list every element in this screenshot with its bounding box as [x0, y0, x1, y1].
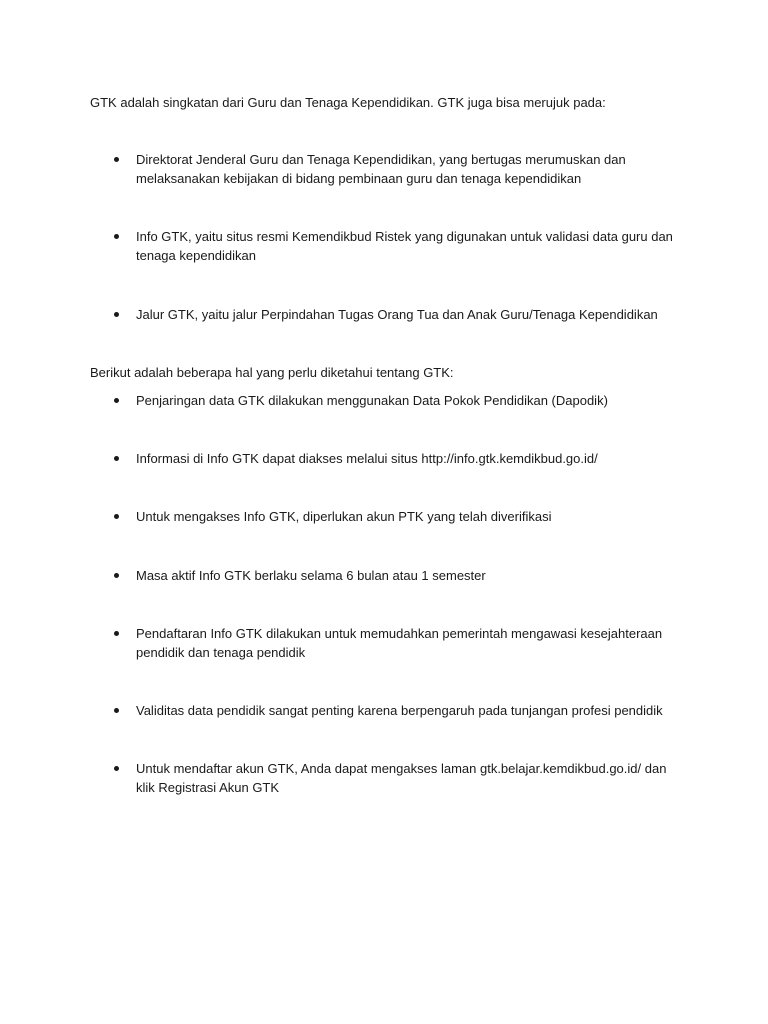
list-item-text: Untuk mendaftar akun GTK, Anda dapat mengakses laman gtk.belajar.kemdikbud.go.id/ dan klik Registrasi Akun GTK: [136, 761, 667, 795]
list-item-text: Masa aktif Info GTK berlaku selama 6 bulan atau 1 semester: [136, 568, 486, 583]
bullet-icon: [114, 708, 119, 713]
bullet-icon: [114, 631, 119, 636]
facts-heading: Berikut adalah beberapa hal yang perlu diketahui tentang GTK:: [90, 365, 454, 380]
bullet-icon: [114, 573, 119, 578]
list-item-text: Info GTK, yaitu situs resmi Kemendikbud Ristek yang digunakan untuk validasi data guru dan tenaga kependidikan: [136, 229, 673, 263]
list-item-text: Validitas data pendidik sangat penting karena berpengaruh pada tunjangan profesi pendidik: [136, 703, 663, 718]
list-item-text: Direktorat Jenderal Guru dan Tenaga Kependidikan, yang bertugas merumuskan dan melaksanakan kebijakan di bidang pembinaan guru dan tenaga kependidikan: [136, 152, 626, 186]
list-item-text: Jalur GTK, yaitu jalur Perpindahan Tugas Orang Tua dan Anak Guru/Tenaga Kependidikan: [136, 307, 658, 322]
bullet-icon: [114, 514, 119, 519]
bullet-icon: [114, 398, 119, 403]
list-item-text: Penjaringan data GTK dilakukan menggunakan Data Pokok Pendidikan (Dapodik): [136, 393, 608, 408]
list-item-text: Informasi di Info GTK dapat diakses melalui situs http://info.gtk.kemdikbud.go.id/: [136, 451, 598, 466]
bullet-icon: [114, 456, 119, 461]
bullet-icon: [114, 157, 119, 162]
bullet-icon: [114, 766, 119, 771]
bullet-icon: [114, 234, 119, 239]
bullet-icon: [114, 312, 119, 317]
list-item-text: Pendaftaran Info GTK dilakukan untuk memudahkan pemerintah mengawasi kesejahteraan pendidik dan tenaga pendidik: [136, 626, 663, 660]
list-item-text: Untuk mengakses Info GTK, diperlukan akun PTK yang telah diverifikasi: [136, 509, 552, 524]
intro-paragraph: GTK adalah singkatan dari Guru dan Tenaga Kependidikan. GTK juga bisa merujuk pada:: [90, 95, 606, 110]
